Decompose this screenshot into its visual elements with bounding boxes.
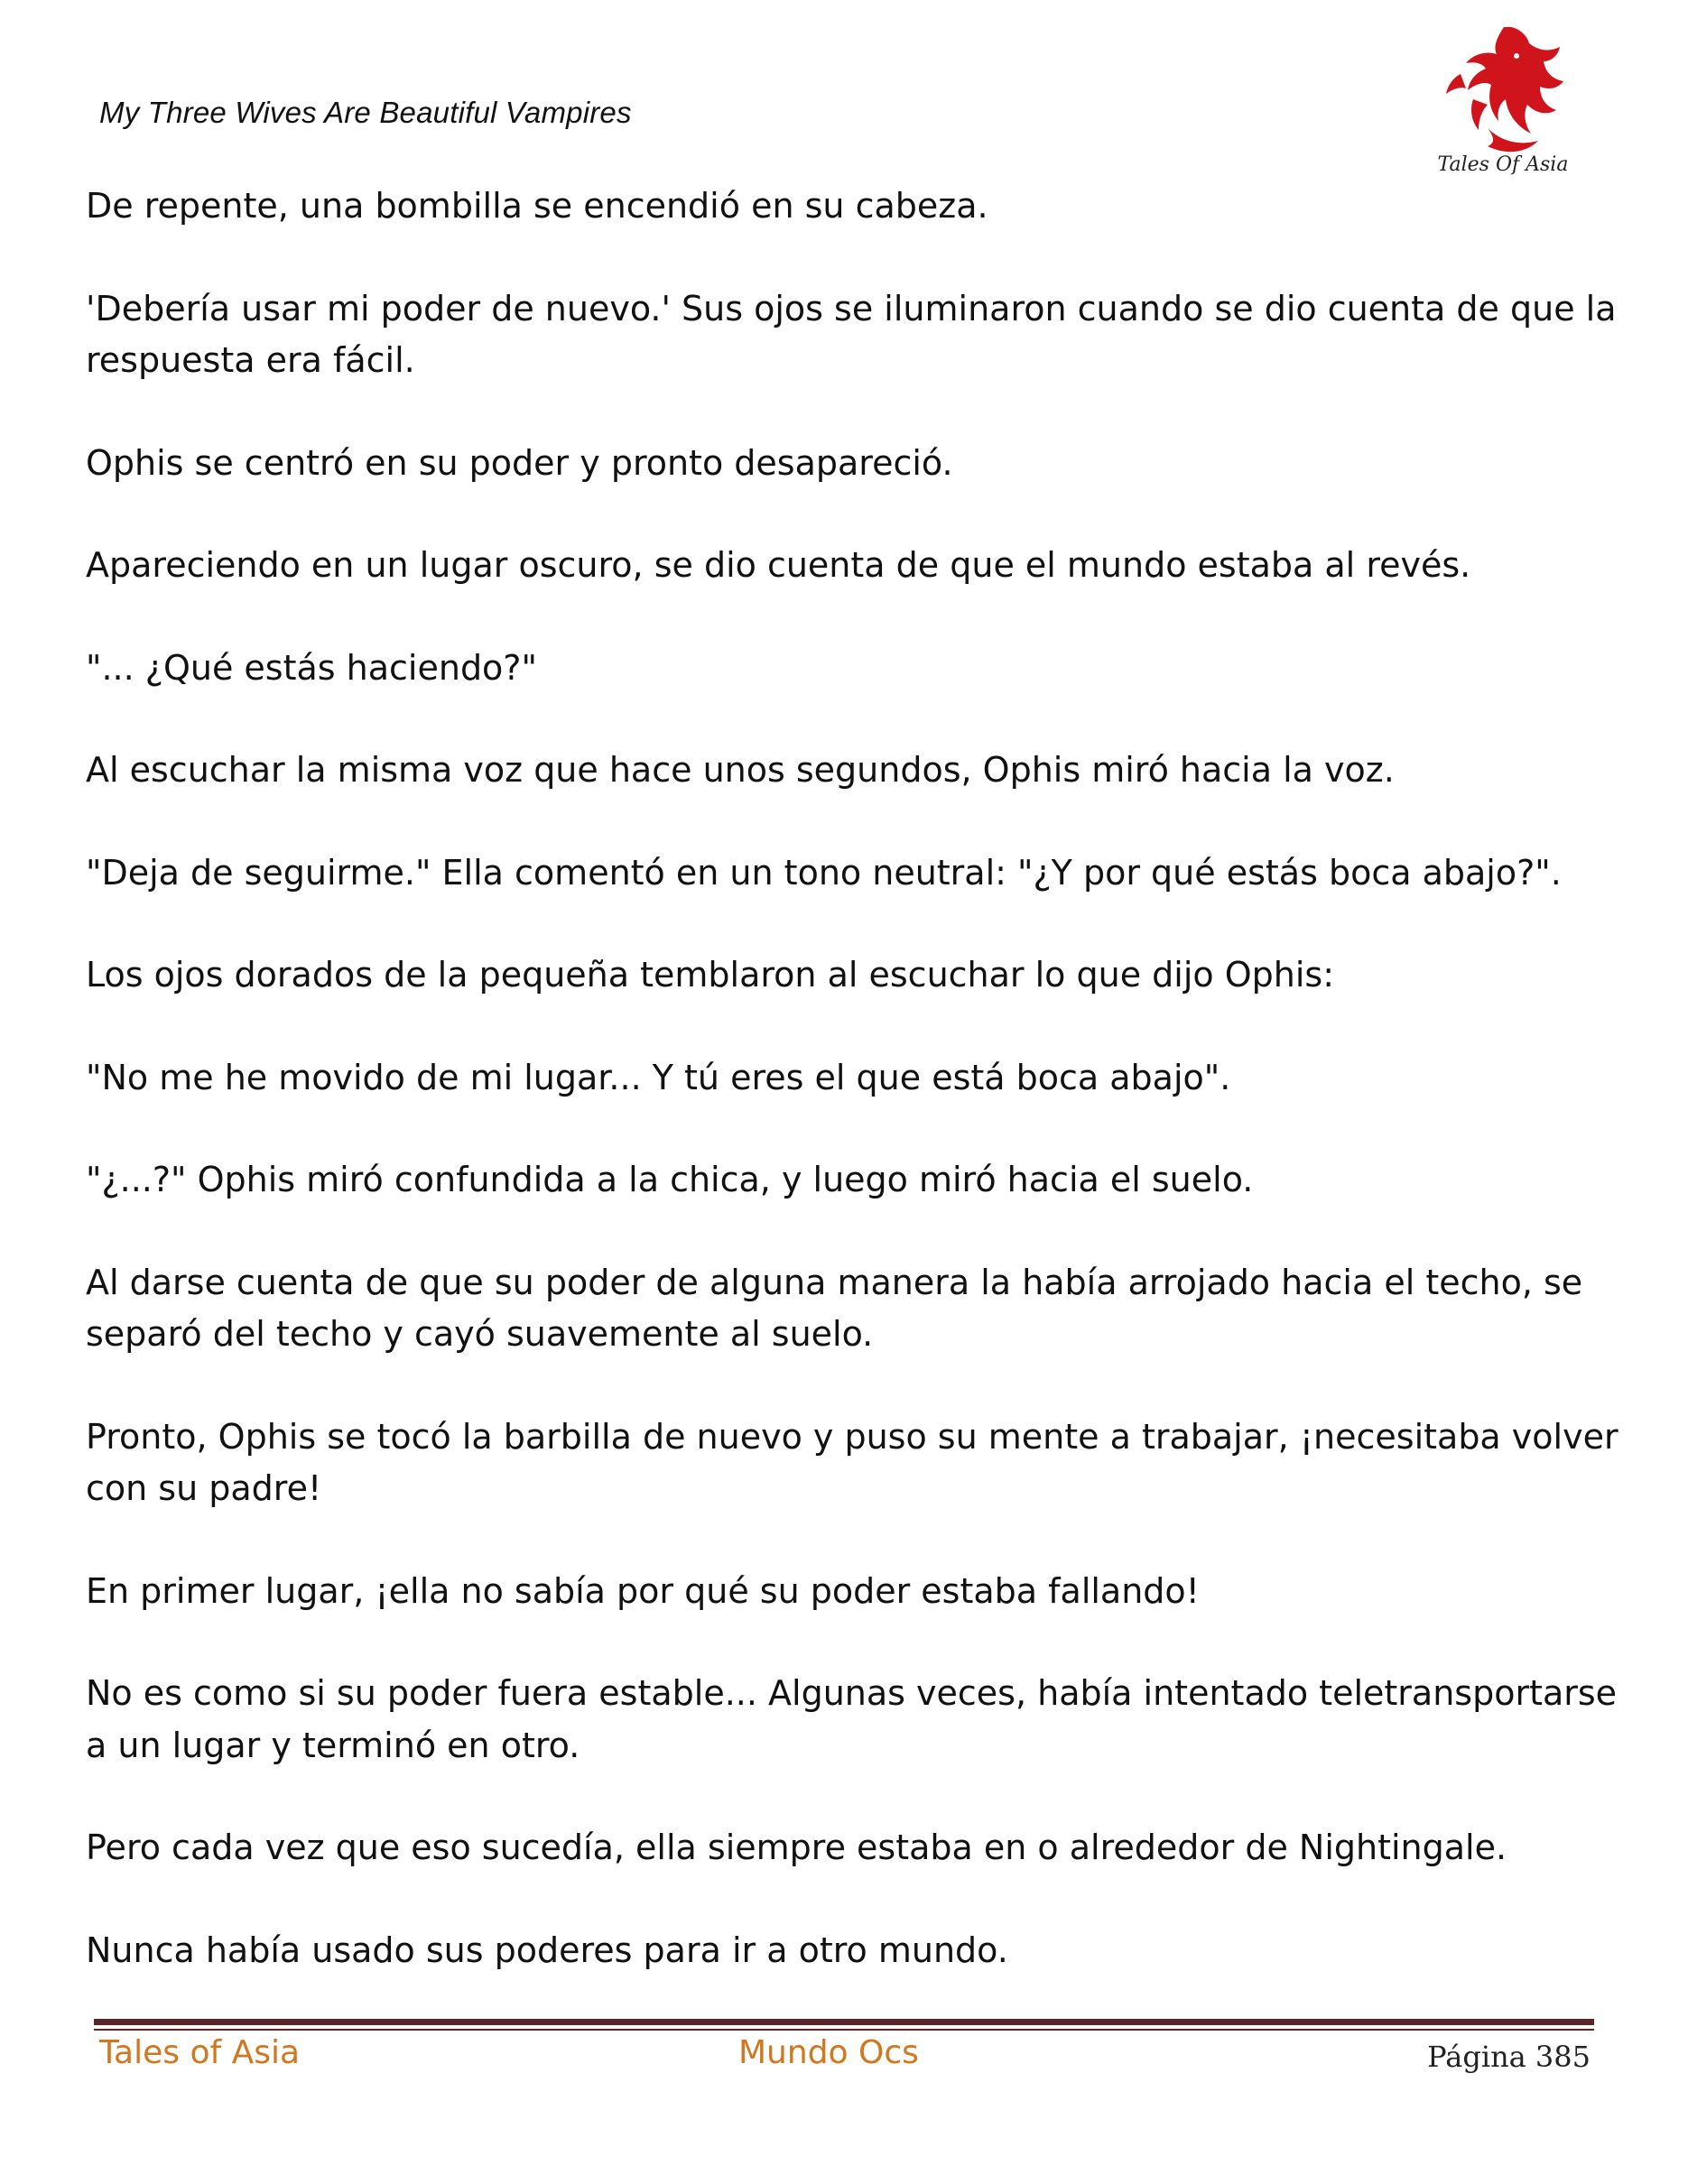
paragraph: 'Debería usar mi poder de nuevo.' Sus ojos se iluminaron cuando se dio cuenta de que la respuesta era fácil. — [86, 288, 1617, 380]
paragraph: En primer lugar, ¡ella no sabía por qué su poder estaba fallando! — [86, 1570, 1200, 1611]
paragraph: Nunca había usado sus poderes para ir a otro mundo. — [86, 1930, 1008, 1970]
paragraph: No es como si su poder fuera estable... Algunas veces, había intentado teletransportarse a un lugar y terminó en otro. — [86, 1673, 1618, 1765]
page-number: Página 385 — [1427, 2040, 1591, 2074]
footer-divider-thin — [94, 2029, 1594, 2031]
paragraph: Pronto, Ophis se tocó la barbilla de nuevo y puso su mente a trabajar, ¡necesitaba volver con su padre! — [86, 1416, 1618, 1508]
footer-site-name: Tales of Asia — [99, 2034, 301, 2071]
paragraph: "No me he movido de mi lugar... Y tú eres el que está boca abajo". — [86, 1057, 1231, 1097]
body-text — [86, 180, 1620, 2027]
paragraph: Ophis se centró en su poder y pronto desapareció. — [86, 442, 953, 483]
paragraph: De repente, una bombilla se encendió en su cabeza. — [86, 186, 988, 226]
logo-text: Tales Of Asia — [1437, 153, 1569, 176]
book-title: My Three Wives Are Beautiful Vampires — [99, 96, 632, 129]
paragraph: Al escuchar la misma voz que hace unos segundos, Ophis miró hacia la voz. — [86, 750, 1395, 790]
paragraph: "Deja de seguirme." Ella comentó en un tono neutral: "¿Y por qué estás boca abajo?". — [86, 852, 1562, 893]
paragraph: Al darse cuenta de que su poder de alguna manera la había arrojado hacia el techo, se separó del techo y cayó suavemente al suelo. — [86, 1262, 1583, 1354]
paragraph: Pero cada vez que eso sucedía, ella siempre estaba en o alrededor de Nightingale. — [86, 1828, 1507, 1867]
footer-section-name: Mundo Ocs — [738, 2034, 919, 2071]
paragraph: "... ¿Qué estás haciendo?" — [86, 647, 537, 688]
paragraph: "¿...?" Ophis miró confundida a la chica, y luego miró hacia el suelo. — [86, 1160, 1254, 1199]
paragraph: Los ojos dorados de la pequeña temblaron al escuchar lo que dijo Ophis: — [86, 955, 1335, 995]
footer-divider — [94, 2019, 1594, 2025]
paragraph: Apareciendo en un lugar oscuro, se dio cuenta de que el mundo estaba al revés. — [86, 545, 1471, 585]
